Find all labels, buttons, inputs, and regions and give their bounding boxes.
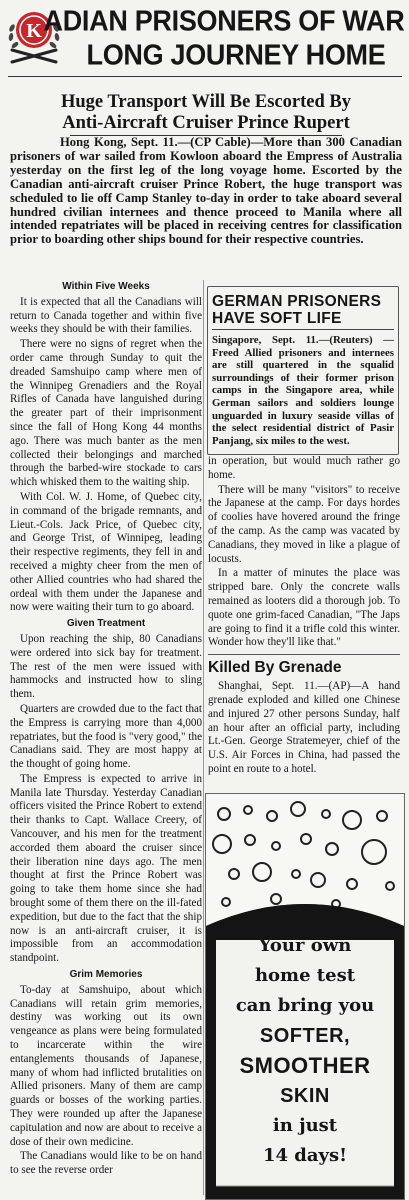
headline-line-2: LONG JOURNEY HOME [86, 39, 386, 71]
advert-line: SKIN [280, 1085, 330, 1107]
box-title [212, 293, 398, 327]
deck-line-2: Anti-Aircraft Cruiser Prince Rupert [62, 113, 350, 133]
right-column [208, 455, 400, 778]
paragraph: The Canadians would like to be on hand to see the reverse order [10, 1150, 202, 1177]
paragraph: in operation, but would much rather go home. [208, 455, 400, 481]
deck [10, 92, 402, 134]
logo-letter: K [26, 20, 42, 42]
advert-line: in just [272, 1115, 338, 1136]
advert-line: 14 days! [262, 1145, 348, 1166]
box-title-line-1: GERMAN PRISONERS [212, 293, 382, 310]
paragraph: To-day at Samshuipo, about which Canadians will retain grim memories, destiny was working out its own vengeance as plans were being formulated to incarcerate within the wire entanglements thousands of Japanese, many of whom had inflicted brutalities on Allied prisoners. Many of them are camp guards or bosses of the working parties. They were rounded up after the Japanese capitulation and now are about to receive a dose of their own medicine. [10, 983, 202, 1148]
paragraph: There will be many "visitors" to receive the Japanese at the camp. For days hordes of coolies have hovered around the fringe of the camp. As the camp was vacated by Canadians, they moved in like a plague of locusts. [208, 483, 400, 565]
subhead-within-five-weeks: Within Five Weeks [62, 281, 150, 292]
left-column [10, 278, 202, 1179]
subhead-grim-memories: Grim Memories [69, 969, 143, 981]
deck-line-1: Huge Transport Will Be Escorted By [60, 92, 352, 112]
advert-line: SMOOTHER [239, 1053, 371, 1078]
headline-line-1: ADIAN PRISONERS OF WAR [43, 5, 405, 37]
paragraph: Quarters are crowded due to the fact that the Empress is carrying more than 4,000 repatriates, but the food is "very good," the Canadians said. They are most happy at the thought of going home. [10, 702, 202, 771]
paragraph: Shanghai, Sept. 11.—(AP)—A hand grenade exploded and killed one Chinese and injured 27 other persons Sunday, half an hour after an official party, including Lt.-Gen. George Stratemeyer, chief of the U.S. Air Forces in China, had passed the point en route to a hotel. [208, 680, 400, 775]
advert-copy [206, 931, 404, 1171]
paragraph: Upon reaching the ship, 80 Canadians were ordered into sick bay for treatment. The rest of the men were issued with hammocks and instructed how to sling them. [10, 632, 202, 701]
box-rule [212, 329, 394, 330]
story-rule [208, 654, 400, 655]
paragraph: The Empress is expected to arrive in Manila late Thursday. Yesterday Canadian officers visited the Prince Robert to extend their thanks to Capt. Wallace Creery, of Vancouver, and his men for the treatment accorded them aboard the cruiser since their liberation nine days ago. The men thought at first the Prince Robert was going to take them home since she had brought some of them there on the ill-fated expedition, but due to the fact that the ship now is an anti-aircraft cruiser, it is impossible from an accommodation standpoint. [10, 772, 202, 965]
boxed-story [207, 286, 399, 455]
subhead-given-treatment: Given Treatment [66, 618, 146, 630]
paragraph: There were no signs of regret when the order came through Sunday to quit the dreaded Samshuipo camp where men of the Winnipeg Grenadiers and the Royal Rifles of Canada have languished during the greater part of their imprisonment since the fall of Hong Kong 44 months ago. There was much banter as the men collected their belongings and marched through the barbed-wire stockade to cars which whisked them to the waiting ship. [10, 338, 202, 489]
advert-line: Your own [258, 935, 352, 956]
advertisement [205, 793, 405, 1200]
advert-line: SOFTER, [259, 1025, 351, 1047]
headline-killed-by-grenade: Killed By Grenade [208, 659, 342, 677]
lead-paragraph [10, 136, 402, 247]
headline-rule [8, 76, 402, 77]
headline [20, 4, 406, 71]
advert-line: home test [254, 965, 356, 986]
paragraph: It is expected that all the Canadians will return to Canada together and within five weeks they should be with their families. [10, 295, 202, 336]
box-title-line-2: HAVE SOFT LIFE [212, 310, 342, 327]
advert-line: can bring you [235, 995, 375, 1016]
lead-text: Hong Kong, Sept. 11.—(CP Cable)—More than 300 Canadian prisoners of war sailed from Kowloon aboard the Empress of Australia yesterday on the first leg of the long voyage home. Escorted by the Canadian anti-aircraft cruiser Prince Robert, the huge transport was scheduled to lie off Camp Stanley to-day in order to take aboard several hundred civilian internees and thence proceed to Manila where all intended repatriates will be placed in receiving centres for classification prior to boarding other ships bound for their respective countries. [10, 135, 402, 247]
paragraph: In a matter of minutes the place was stripped bare. Only the concrete walls remained as looters did a thorough job. To quote one grim-faced Canadian, "The Japs are going to find it a trifle cold this winter. Wonder how they'll like that." [208, 567, 400, 649]
box-body: Singapore, Sept. 11.—(Reuters) —Freed Allied prisoners and internees are still quartered in the squalid surroundings of their former prison camps in the Singapore area, while German sailors and soldiers lounge unguarded in luxury seaside villas of the select residential district of Pasir Panjang, six miles to the west. [212, 334, 394, 447]
paragraph: With Col. W. J. Home, of Quebec city, in command of the brigade remnants, and Lieut.-Cols. Jack Price, of Quebec city, and George Trist, of Winnipeg, leading their respective regiments, they fell in and received a mighty cheer from the men of other Allied countries who had shared the ordeal with them under the Japanese and now were waiting their turn to go aboard. [10, 490, 202, 614]
column-divider [203, 280, 204, 1195]
